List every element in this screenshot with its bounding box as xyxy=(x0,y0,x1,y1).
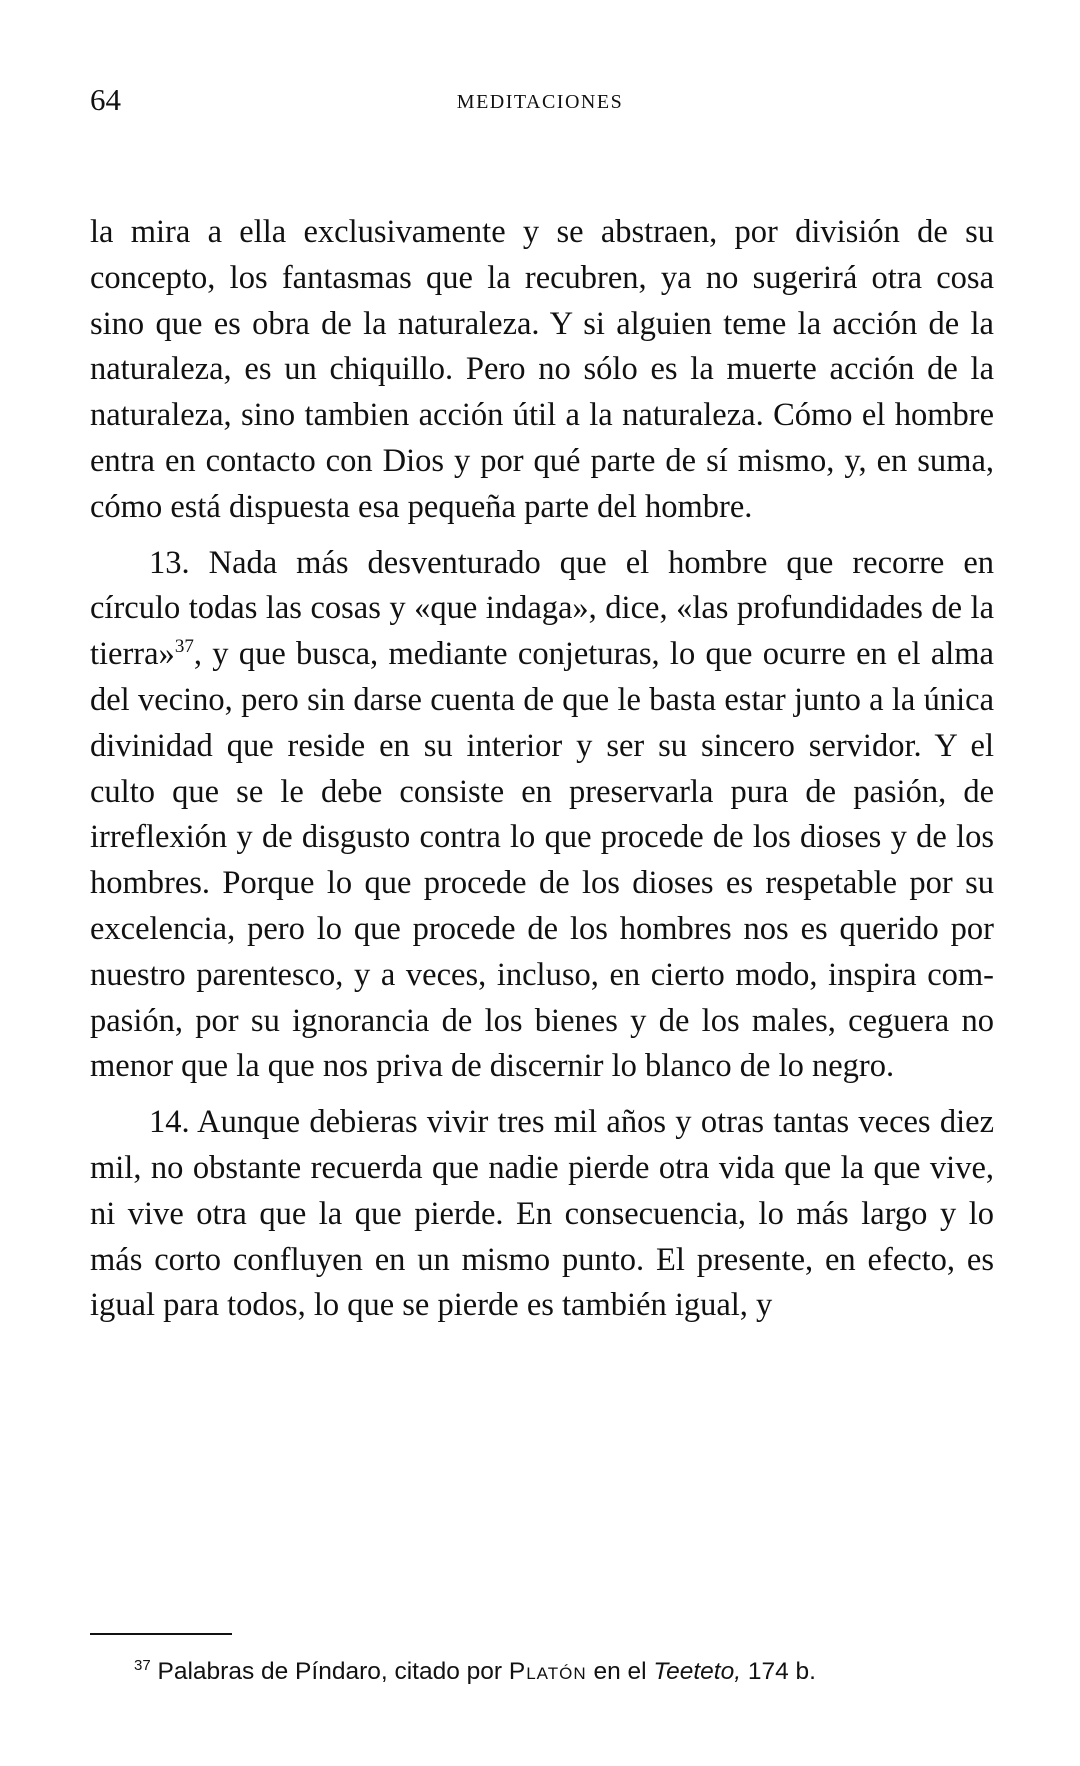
footnote-text-middle: en el xyxy=(586,1658,654,1685)
footnote-text-end: 174 b. xyxy=(741,1658,816,1685)
paragraph-14 xyxy=(90,1100,994,1329)
footnote-author: Platón xyxy=(508,1658,587,1685)
paragraph-12-continuation xyxy=(90,210,994,531)
paragraph-12-text: la mira a ella exclusivamente y se abstraen, por división de su concepto, los fantasmas que la recubren, ya no sugerirá otra cosa sino que es obra de la naturaleza. Y si alguien teme la acción de la naturaleza, es un chiquillo. Pero no sólo es la muerte acción de la naturaleza, sino tambien acción útil a la naturaleza. Cómo el hombre entra en contacto con Dios y por qué parte de sí mismo, y, en suma, cómo está dispuesta esa pequeña parte del hombre. xyxy=(90,214,994,525)
paragraph-13-text-end: , y que busca, mediante conjeturas, lo que ocurre en el alma del vecino, pero sin darse cuenta de que le basta estar junto a la única divinidad que reside en su interior y ser su sincero servidor. Y el culto que se le debe consiste en preservarla pura de pasión, de irreflexión y de disgusto contra lo que procede de los dioses y de los hombres. Porque lo que procede de los dioses es respetable por su excelencia, pero lo que procede de los hombres nos es querido por nuestro parentesco, y a veces, incluso, en cierto modo, inspira compasión, por su ignorancia de los bienes y de los males, ceguera no menor que la que nos priva de discernir lo blanco de lo negro. xyxy=(90,636,994,1085)
footnote-divider xyxy=(90,1633,232,1635)
footnote-number: 37 xyxy=(134,1656,151,1674)
paragraph-14-text: 14. Aunque debieras vivir tres mil años y otras tantas veces diez mil, no obstante recuerda que nadie pierde otra vida que la que vive, ni vive otra que la que pierde. En consecuencia, lo más largo y lo más corto confluyen en un mismo punto. El presente, en efecto, es igual para todos, lo que se pierde es también igual, y xyxy=(90,1104,994,1324)
paragraph-13-text-start: 13. Nada más desventurado que el hombre que recorre en círculo todas las cosas y «que indaga», dice, «las profundidades de la tierra» xyxy=(90,544,994,673)
footnote-work-title: Teeteto, xyxy=(653,1658,742,1685)
footnote-37 xyxy=(134,1656,954,1688)
body-text xyxy=(90,210,994,1329)
footnote-reference-37: 37 xyxy=(174,636,194,658)
page-number: 64 xyxy=(90,82,121,117)
paragraph-13 xyxy=(90,541,994,1091)
running-title: MEDITACIONES xyxy=(456,91,624,113)
footnote-text-start: Palabras de Píndaro, citado por xyxy=(150,1658,509,1685)
